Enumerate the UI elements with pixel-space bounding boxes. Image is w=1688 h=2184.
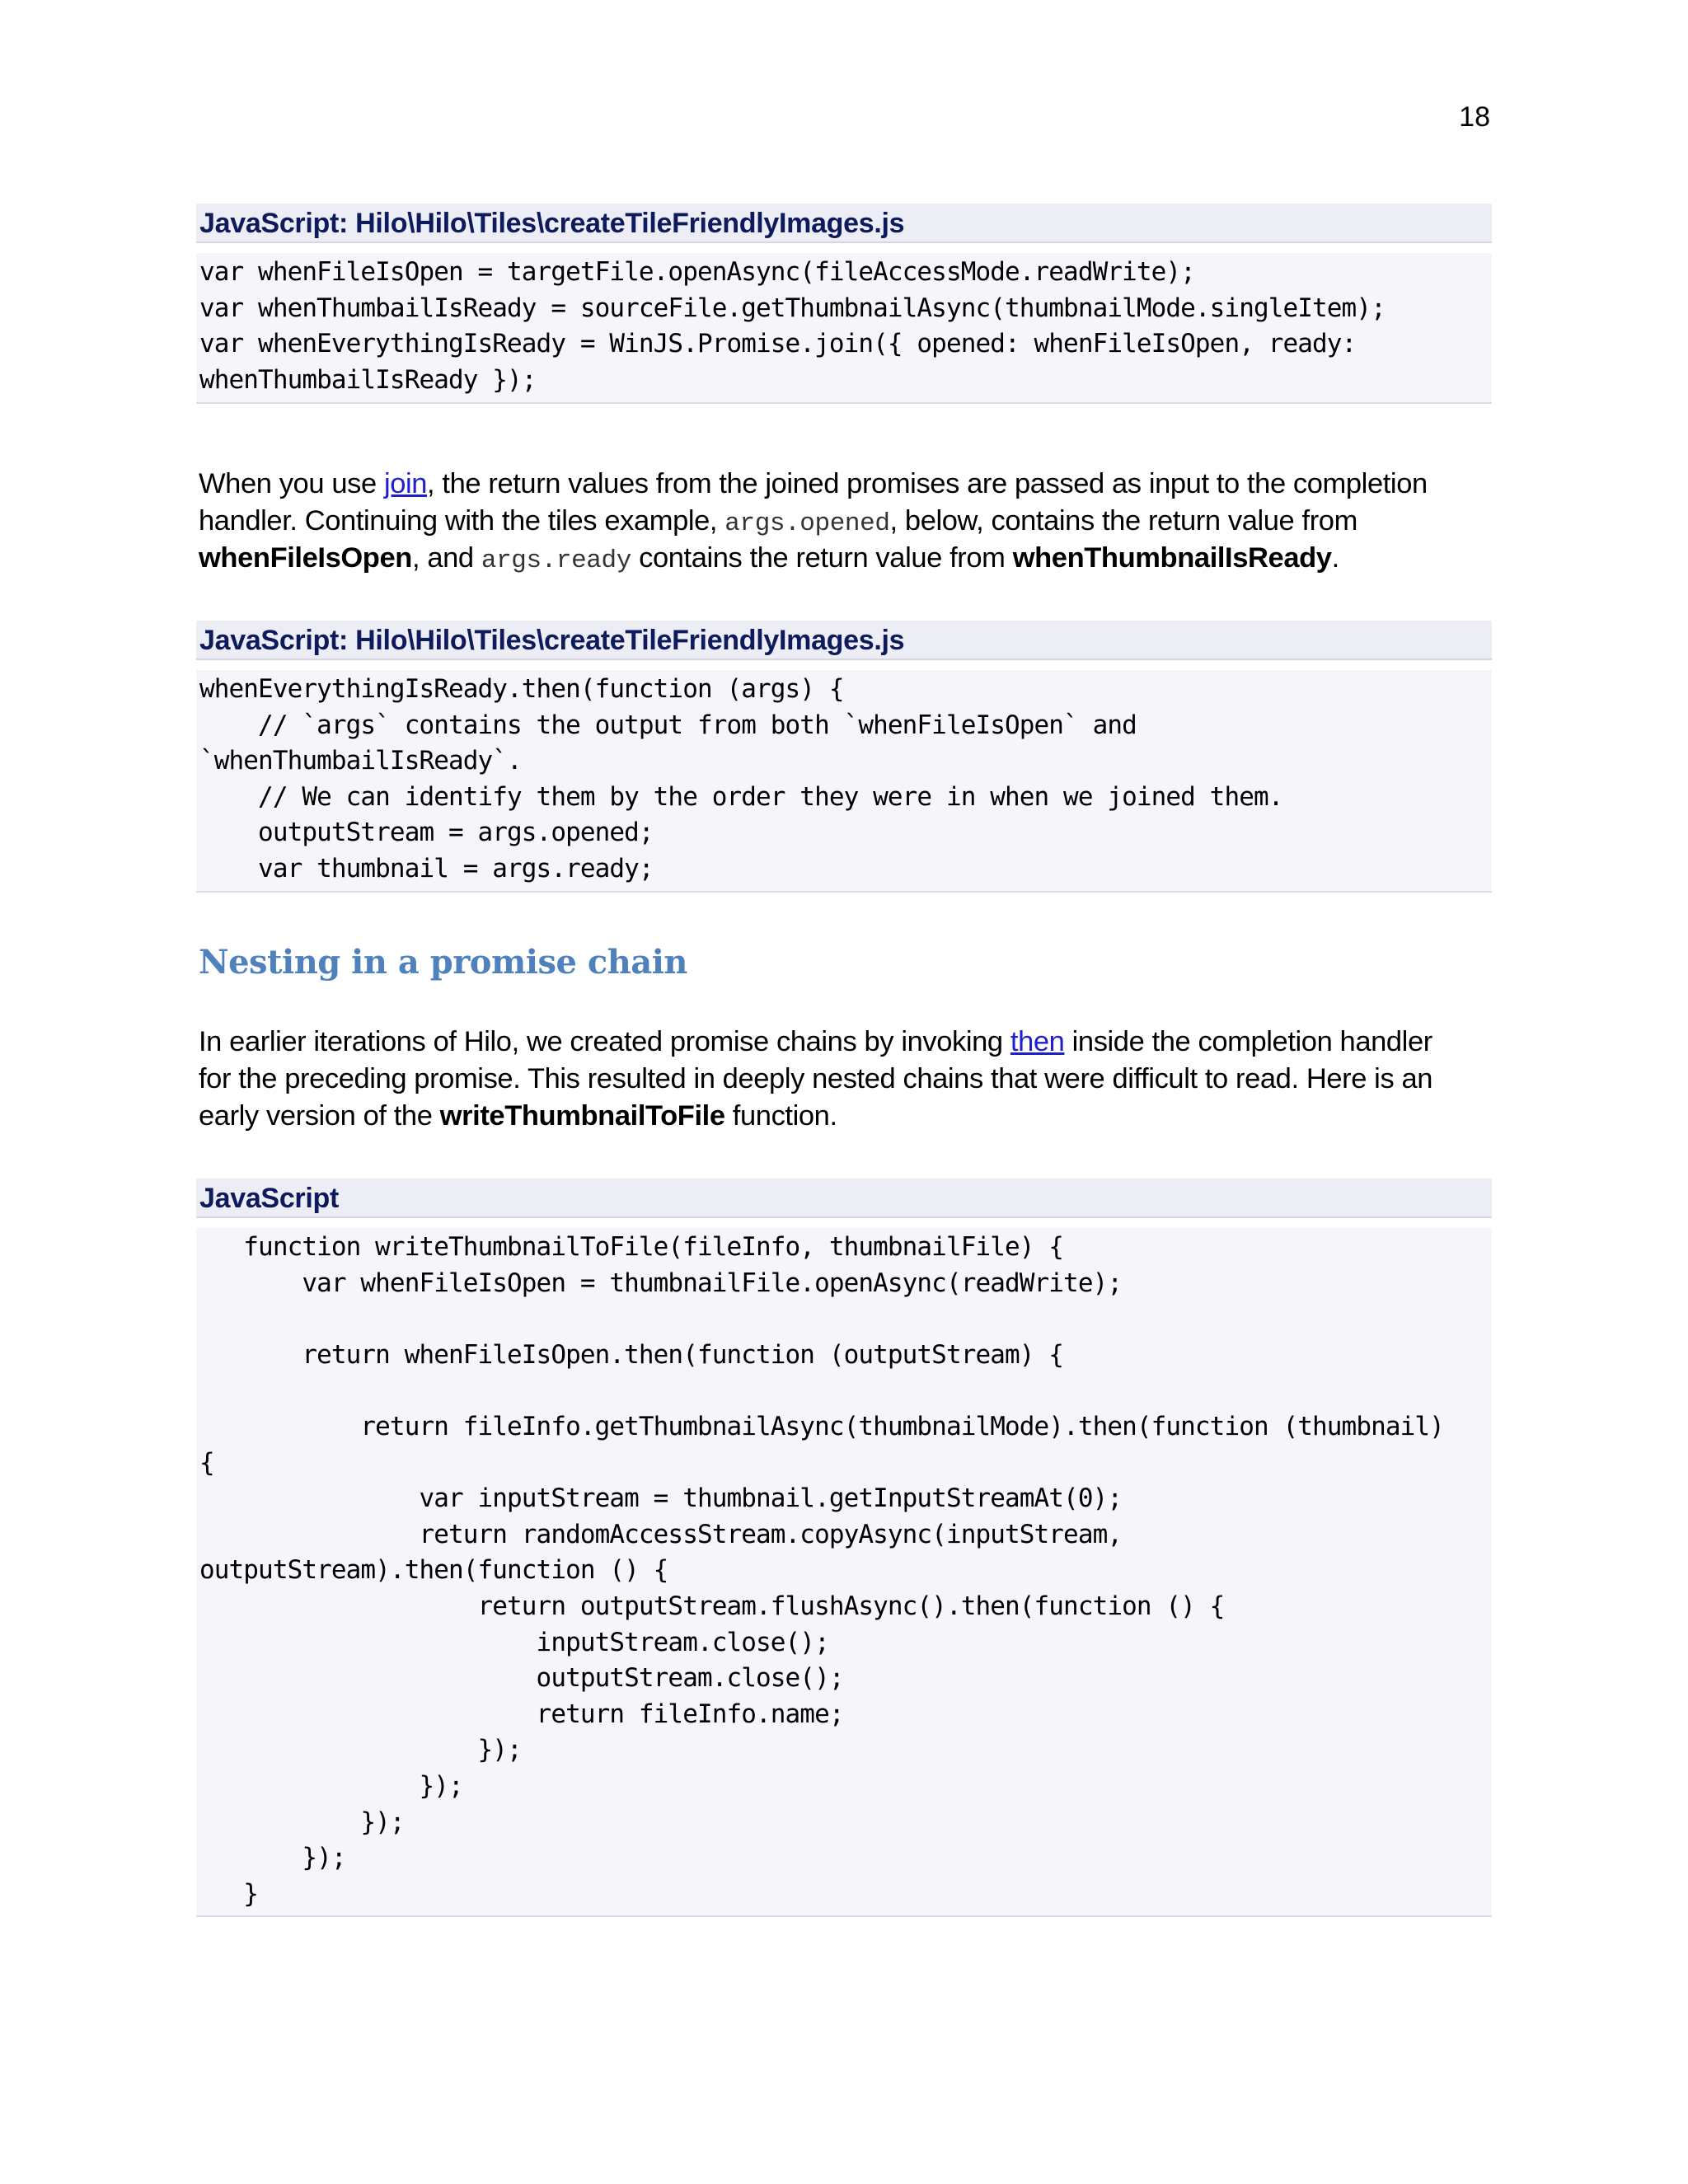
- text: In earlier iterations of Hilo, we created promise chains by invoking: [199, 1026, 1010, 1057]
- text: , the return values from the joined promises are passed as input to the completion: [427, 468, 1428, 499]
- text: inside the completion handler: [1064, 1026, 1432, 1057]
- code-line: whenThumbailIsReady });: [199, 364, 537, 395]
- code-line: return randomAccessStream.copyAsync(inputStream,: [199, 1519, 1123, 1549]
- code-line: var whenFileIsOpen = targetFile.openAsync(fileAccessMode.readWrite);: [199, 257, 1195, 287]
- then-link[interactable]: then: [1010, 1026, 1065, 1057]
- code-line: outputStream.close();: [199, 1663, 844, 1694]
- code-line: // We can identify them by the order they were in when we joined them.: [199, 781, 1283, 812]
- code-line: function writeThumbnailToFile(fileInfo, thumbnailFile) {: [199, 1232, 1064, 1262]
- code-line: `whenThumbailIsReady`.: [199, 746, 522, 776]
- code-line: {: [199, 1447, 214, 1478]
- text: function.: [724, 1100, 837, 1132]
- bold-term: whenFileIsOpen: [199, 542, 412, 574]
- code-block-3: [196, 1228, 1492, 1917]
- bold-term: writeThumbnailToFile: [439, 1100, 725, 1132]
- section-heading: Nesting in a promise chain: [199, 943, 687, 982]
- paragraph-nesting: [199, 1024, 1493, 1135]
- code-line: whenEverythingIsReady.then(function (args) {: [199, 674, 844, 704]
- text: , and: [411, 542, 481, 574]
- code-line: [199, 1373, 1492, 1409]
- code-line: }: [199, 1878, 259, 1909]
- code-block-1-header: JavaScript: Hilo\Hilo\Tiles\createTileFriendlyImages.js: [196, 204, 1492, 243]
- code-line: return fileInfo.name;: [199, 1699, 844, 1729]
- text: early version of the: [199, 1100, 440, 1132]
- code-line: return fileInfo.getThumbnailAsync(thumbnailMode).then(function (thumbnail): [199, 1411, 1444, 1441]
- code-line: outputStream = args.opened;: [199, 818, 654, 848]
- text: for the preceding promise. This resulted in deeply nested chains that were difficult to read. Here is an: [199, 1063, 1433, 1094]
- code-block-2: [196, 670, 1492, 893]
- code-line: });: [199, 1807, 405, 1837]
- text: , below, contains the return value from: [889, 505, 1357, 537]
- text: contains the return value from: [631, 542, 1013, 574]
- inline-code-args-opened: args.opened: [724, 509, 890, 538]
- page-number: 18: [1459, 101, 1490, 133]
- code-line: return whenFileIsOpen.then(function (outputStream) {: [199, 1339, 1064, 1370]
- code-line: [199, 1301, 1492, 1338]
- code-block-3-header: JavaScript: [196, 1179, 1492, 1218]
- text: .: [1331, 542, 1339, 574]
- code-line: });: [199, 1735, 522, 1765]
- inline-code-args-ready: args.ready: [481, 546, 631, 575]
- join-link[interactable]: join: [383, 468, 428, 499]
- code-line: var thumbnail = args.ready;: [199, 853, 654, 883]
- text: When you use: [199, 468, 384, 499]
- code-line: });: [199, 1843, 346, 1873]
- code-line: });: [199, 1770, 463, 1801]
- code-line: outputStream).then(function () {: [199, 1555, 668, 1586]
- code-block-2-header: JavaScript: Hilo\Hilo\Tiles\createTileFriendlyImages.js: [196, 621, 1492, 660]
- bold-term: whenThumbnailIsReady: [1012, 542, 1332, 574]
- code-block-1: [196, 253, 1492, 404]
- code-line: return outputStream.flushAsync().then(function () {: [199, 1591, 1225, 1621]
- text: handler. Continuing with the tiles example,: [199, 505, 725, 537]
- code-line: // `args` contains the output from both `whenFileIsOpen` and: [199, 710, 1137, 740]
- code-line: var whenFileIsOpen = thumbnailFile.openAsync(readWrite);: [199, 1268, 1123, 1298]
- code-line: inputStream.close();: [199, 1627, 829, 1657]
- code-line: var inputStream = thumbnail.getInputStreamAt(0);: [199, 1483, 1123, 1514]
- code-line: var whenEverythingIsReady = WinJS.Promise.join({ opened: whenFileIsOpen, ready:: [199, 329, 1357, 359]
- paragraph-join: [199, 466, 1493, 577]
- code-line: var whenThumbailIsReady = sourceFile.getThumbnailAsync(thumbnailMode.singleItem);: [199, 293, 1386, 323]
